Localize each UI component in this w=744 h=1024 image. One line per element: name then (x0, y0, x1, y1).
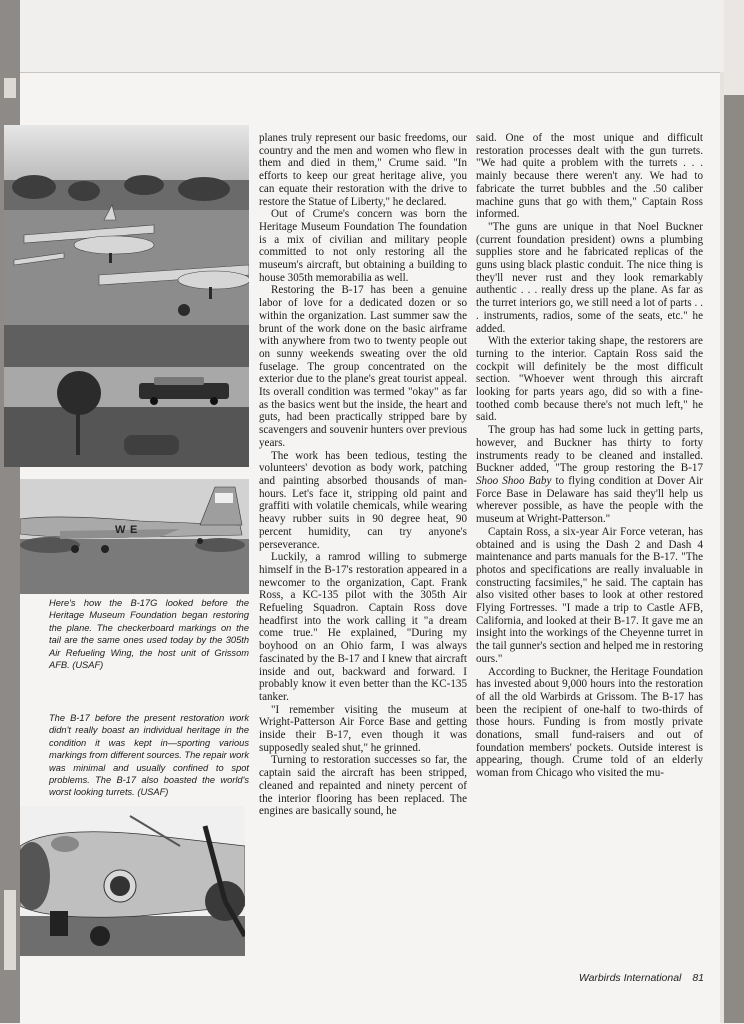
photo-caption: Here's how the B-17G looked before the Heritage Museum Foundation began restoring the plane. The checkerboard markings on the tail are the same ones used today by the 305th Air Refueling Wing, the host unit of Grissom AFB. (USAF) (49, 598, 249, 671)
article-paragraph: said. One of the most unique and difficult restoration processes dealt with the gun turrets. "We had quite a problem with the turrets . . . mainly because there weren't any. We had to fabricate the turret bubbles and the .50 caliber machine guns that go with them," Captain Ross informed. (476, 132, 703, 221)
article-paragraph: Out of Crume's concern was born the Heritage Museum Foundation The foundation is a mix of civilian and military people committed to not only restoring all the museum's aircraft, but obtaining a building to house 305th memorabilia as well. (259, 208, 467, 284)
aircraft-name: Shoo Shoo Baby (476, 474, 552, 487)
article-paragraph: Turning to restoration successes so far, the captain said the aircraft has been stripped, cleaned and repainted and ninety percent of the interior flooring has been replaced. The engines are basically sound, he (259, 754, 467, 818)
article-paragraph: The work has been tedious, testing the volunteers' devotion as body work, patching and painting absorbed thousands of man-hours. Let's face it, stripping old paint and graffiti with volatile chemicals, while wearing heavy rubber suits in 90 degree heat, 90 percent humidity, can try anyone's perseverance. (259, 449, 467, 551)
text-run: to flying condition at Dover Air Force Base in Delaware has said they'll help us wherever possible, as have the people with the museum at Wright-Patterson." (476, 474, 703, 526)
article-paragraph: Luckily, a ramrod willing to submerge himself in the B-17's restoration appeared in a newcomer to the organization, Capt. Frank Ross, a KC-135 pilot with the 305th Air Refueling Squadron. Captain Ross dove headfirst into the work calling it "a dream come true." He explained, "During my boyhood on an Ohio farm, I was always fascinated by the B-17 and I knew that aircraft inside and out, backward and forward. I probably know it even better than the KC-135 tanker. (259, 551, 467, 703)
publication-name: Warbirds International (578, 972, 682, 984)
article-paragraph (476, 424, 703, 526)
article-paragraph: Captain Ross, a six-year Air Force veteran, has obtained and is using the Dash 2 and Dash 4 maintenance and parts manuals for the B-17. "The photos and specifications are really invaluable in constructing facsimiles," he said. The captain has also visited other bases to look at other restored Flying Fortresses. "I made a trip to Castle AFB, California, and looked at their B-17. It gave me an insight into the workings of the Cheyenne turret in the tail gunner's section and helped me in restoring ours." (476, 525, 703, 665)
svg-text:W: W (115, 524, 126, 536)
gutter-notch (4, 890, 16, 970)
article-paragraph: planes truly represent our basic freedoms, our country and the men and women who flew in them and died in them," Crume said. "In efforts to keep our great heritage alive, you can equate their restoration with the drive to restore the Statue of Liberty," he declared. (259, 132, 467, 208)
photo-caption: The B-17 before the present restoration work didn't really boast an individual heritage in the condition it was kept in—sporting various markings from different sources. The repair work was minimal and usually confined to spot problems. The B-17 also boasted the world's worst looking turrets. (USAF) (49, 713, 249, 798)
scan-background (724, 0, 744, 95)
article-paragraph: "I remember visiting the museum at Wright-Patterson Air Force Base and getting inside their B-17, even though it was supposedly sealed shut," he grinned. (259, 703, 467, 754)
article-paragraph: Restoring the B-17 has been a genuine labor of love for a dedicated dozen or so within the organization. Last summer saw the brunt of the work done on the basic airframe with anywhere from two to twenty people out on sunny weekends sweating over the old fuselage. The group concentrated on the exterior due to the plane's great tourist appeal. Its overall condition was termed "okay" as far as the basics went but the inside, the heart and guts, had been practically stripped bare by scavengers and souvenir hunters over previous years. (259, 284, 467, 449)
photo-b17g-before-restoration (20, 479, 249, 594)
photo-b17-nose-turrets (20, 806, 245, 956)
article-column-right (476, 132, 703, 780)
article-column-middle (259, 132, 467, 818)
text-run: The group has had some luck in getting parts, however, and Buckner has thirty to forty instruments ready to be cleaned and installed. Buckner added, "The group restoring the B-17 (476, 424, 703, 475)
article-paragraph: With the exterior taking shape, the restorers are turning to the interior. Captain Ross said the cockpit will definitely be the most difficult section. "Whoever went through this aircraft looking for parts years ago, did so with a fine-toothed comb because there's not much left," he said. (476, 335, 703, 424)
photo-airpark (4, 125, 249, 467)
gutter-notch (4, 78, 16, 98)
svg-text:E: E (130, 524, 138, 536)
scan-background-right (724, 95, 744, 1023)
page-number: 81 (692, 972, 704, 984)
page-footer (579, 972, 704, 984)
article-paragraph: According to Buckner, the Heritage Foundation has invested about 9,000 hours into the restoration of all the old Warbirds at Grissom. The B-17 has been the recipient of one-half to two-thirds of those hours. Funding is from mostly private donations, small fund-raisers and out of foundation members' pockets. Outside interest is appearing, though. Crume told of an elderly woman from Chicago who visited the mu- (476, 665, 703, 780)
article-paragraph: "The guns are unique in that Noel Buckner (current foundation president) owns a plumbing supplies store and he fabricated replicas of the guns using black plastic conduit. The nice thing is they'll never rust and they look remarkably authentic . . . really dress up the plane. As far as the turret interiors go, we still need a lot of parts . . . instruments, radios, some of the seats, etc." he added. (476, 220, 703, 335)
